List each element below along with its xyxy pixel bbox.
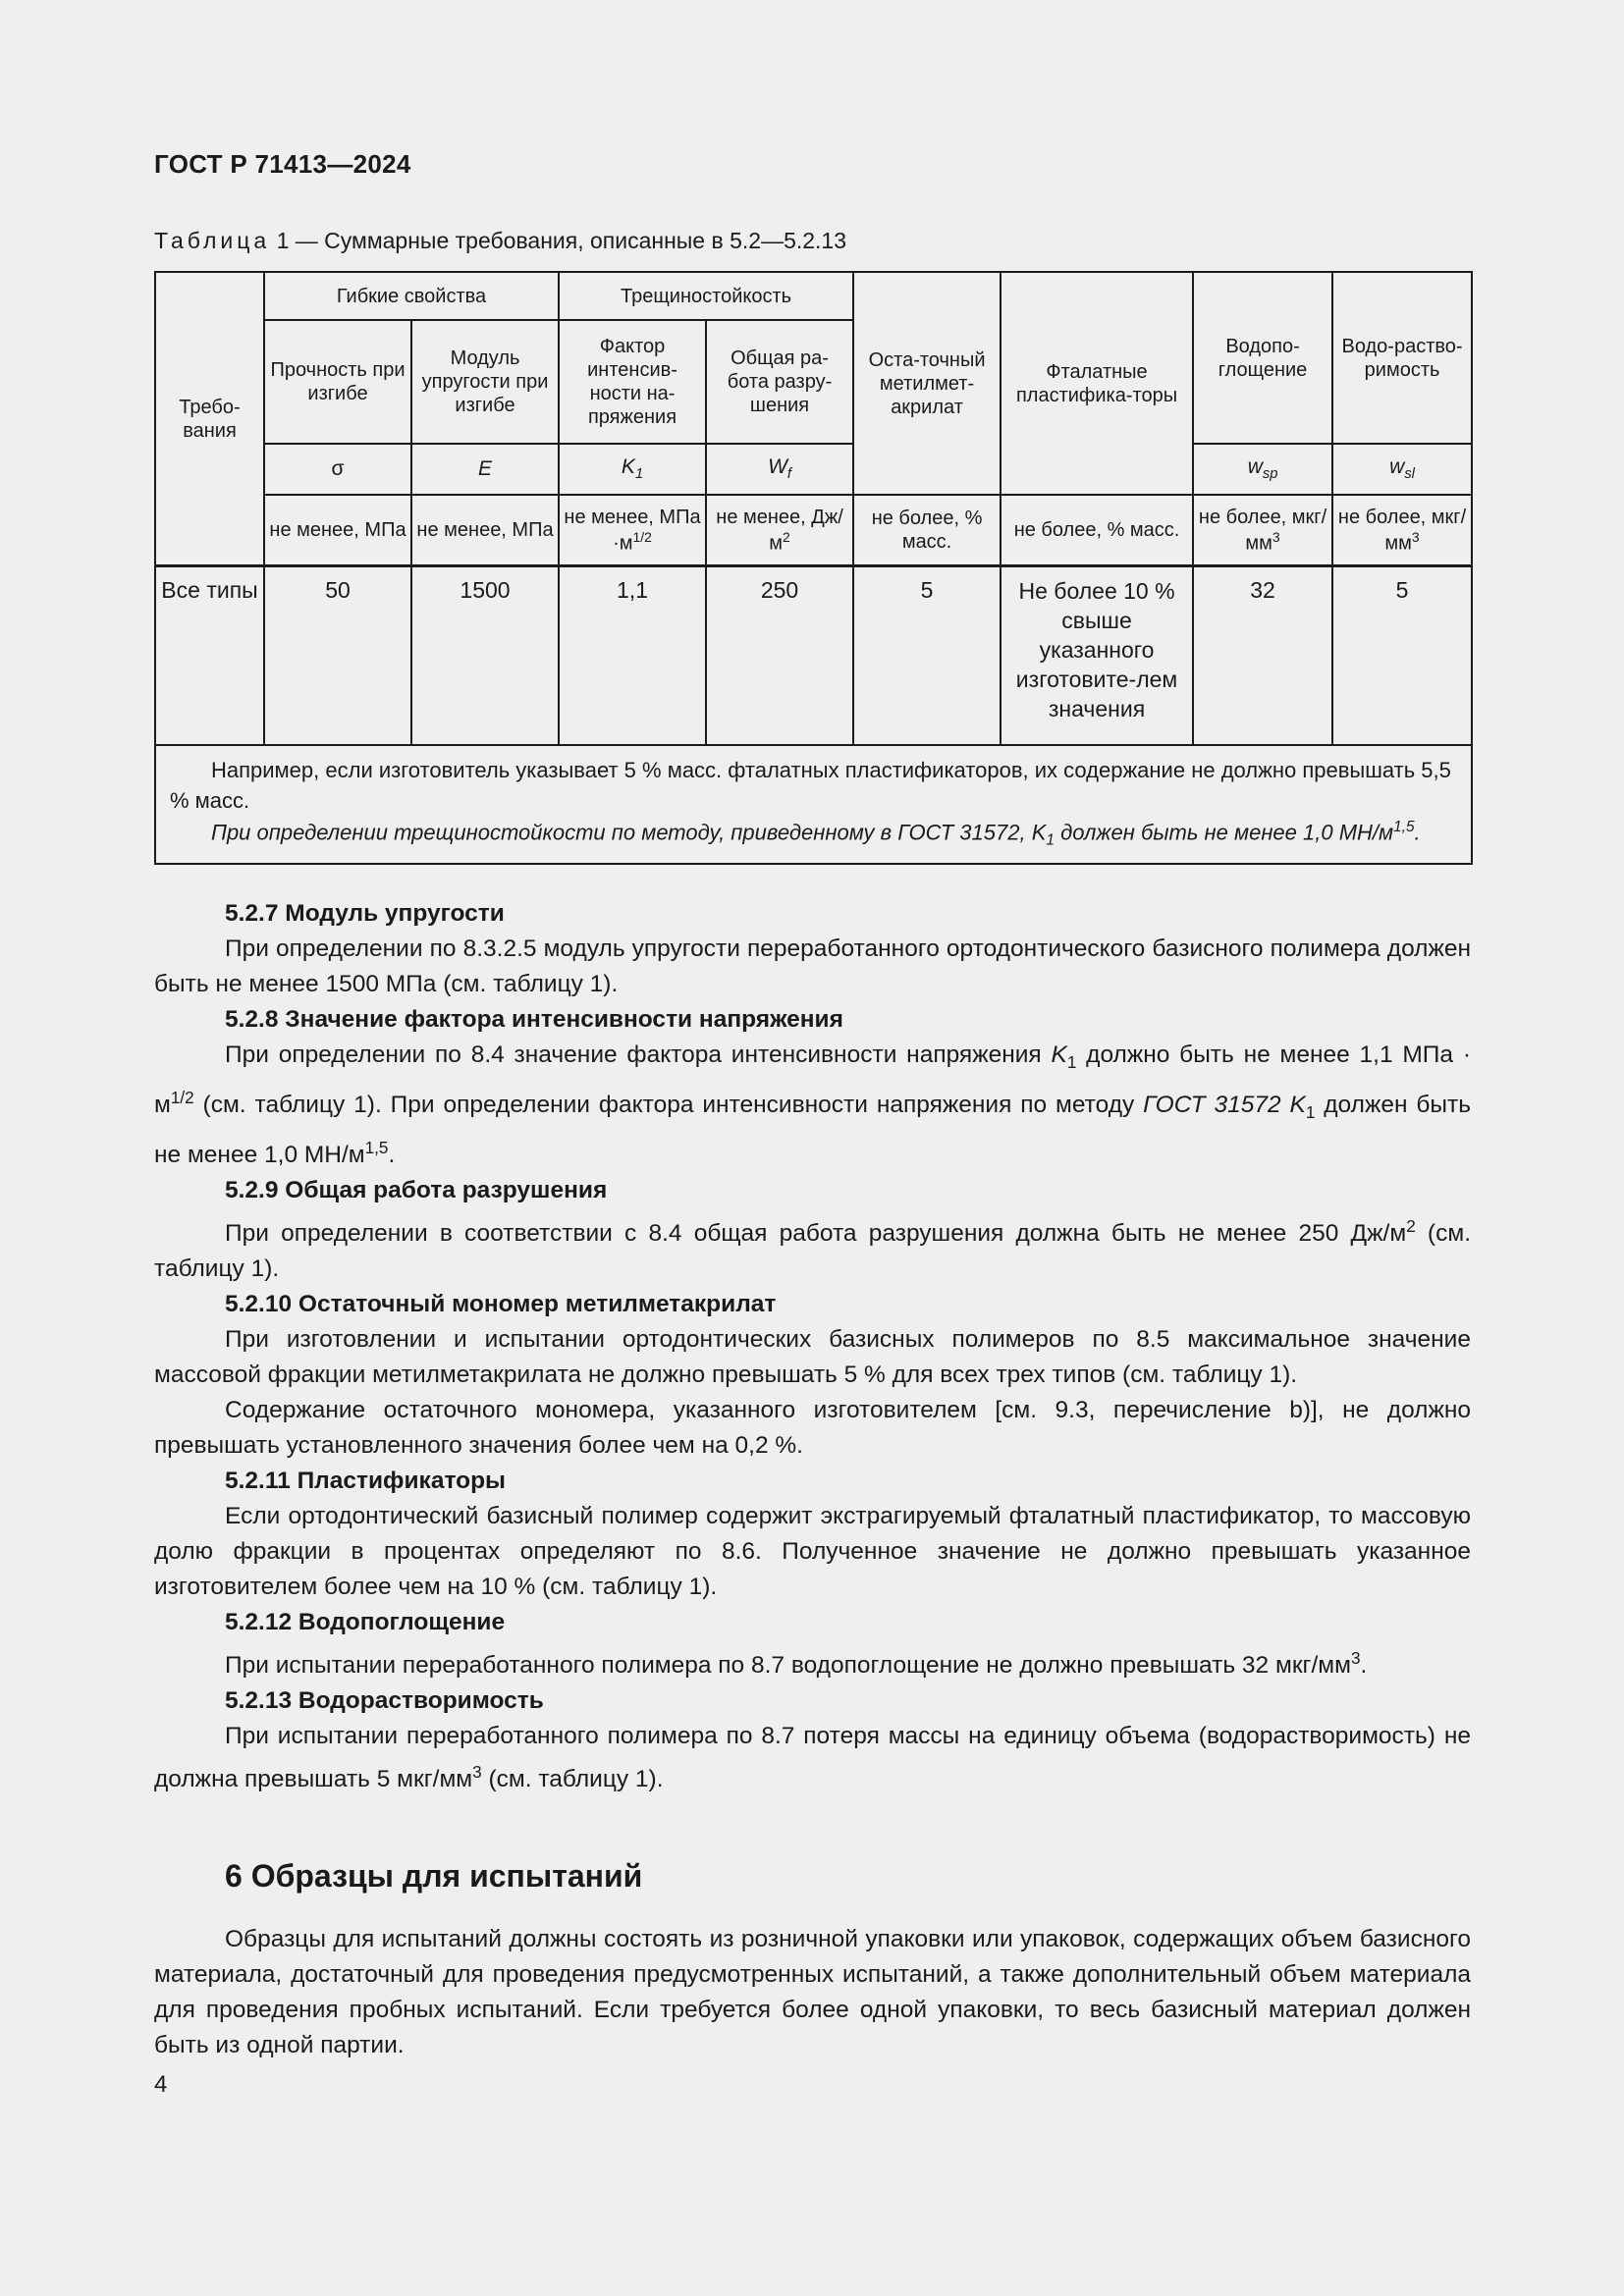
heading-5-2-9: 5.2.9 Общая работа разрушения bbox=[225, 1177, 608, 1204]
symbol-wf: $W_f$ bbox=[706, 444, 853, 495]
heading-5-2-11: 5.2.11 Пластификаторы bbox=[225, 1468, 506, 1495]
page-number: 4 bbox=[154, 2071, 168, 2098]
symbol-e: E bbox=[411, 444, 559, 495]
paragraph-5-2-8: При определении по 8.4 значение фактора интенсивности напряжения $K_1$ должно быть не менее 1,1 МПа · $м^{1/2}$ (см. таблицу 1). При определении фактора интенсивности напряжения по методу ГОСТ 31572 $K_1$ должен быть не менее 1,0 $МН/м^{1,5}$. bbox=[154, 1041, 1472, 1169]
symbol-wsl: $w_{sl}$ bbox=[1332, 444, 1472, 495]
table-note-2: При определении трещиностойкости по методу, приведенному в ГОСТ 31572, $K_1$ должен быть не менее 1,0 $МН/м^{1,5}$. bbox=[211, 818, 1421, 849]
header-water-absorption: Водопо-глощение bbox=[1193, 272, 1332, 444]
limit-8: не более, мкг/$мм^3$ bbox=[1332, 495, 1472, 566]
limit-4: не менее, $Дж/м^2$ bbox=[706, 495, 853, 566]
paragraph-5-2-11: Если ортодонтический базисный полимер содержит экстрагируемый фталатный пластификатор, то массовую долю фракции в процентах определяют по 8.6. Полученное значение не должно превышать указанное изготовителем более чем на 10 % (см. таблицу 1). bbox=[154, 1503, 1471, 1601]
limit-2: не менее, МПа bbox=[411, 495, 559, 566]
table-caption-text: 1 — Суммарные требования, описанные в 5.2—5.2.13 bbox=[270, 228, 847, 253]
cell-value: 50 bbox=[264, 566, 411, 746]
header-residual-mma: Оста-точный метилмет-акрилат bbox=[853, 272, 1001, 495]
section-6-body bbox=[154, 1922, 1471, 2063]
heading-5-2-12: 5.2.12 Водопоглощение bbox=[225, 1609, 506, 1636]
requirements-table bbox=[154, 271, 1473, 865]
cell-value: 1500 bbox=[411, 566, 559, 746]
paragraph-5-2-10-b: Содержание остаточного мономера, указанного изготовителем [см. 9.3, перечисление b)], не должно превышать установленного значения более чем на 0,2 %. bbox=[154, 1397, 1471, 1460]
header-fracture-work: Общая ра-бота разру-шения bbox=[706, 320, 853, 444]
heading-5-2-7: 5.2.7 Модуль упругости bbox=[225, 900, 505, 927]
header-requirements: Требо-вания bbox=[155, 272, 264, 566]
header-flex-strength: Прочность при изгибе bbox=[264, 320, 411, 444]
cell-value: 32 bbox=[1193, 566, 1332, 746]
document-code: ГОСТ Р 71413—2024 bbox=[154, 149, 411, 179]
table-note-1: Например, если изготовитель указывает 5 % масс. фталатных пластификаторов, их содержание не должно превышать 5,5 % масс. bbox=[170, 758, 1451, 813]
paragraph-5-2-12: При испытании переработанного полимера по 8.7 водопоглощение не должно превышать 32 мкг/$мм^3$. bbox=[225, 1648, 1368, 1680]
paragraph-5-2-13: При испытании переработанного полимера по 8.7 потеря массы на единицу объема (водорастворимость) не должна превышать 5 мкг/$мм^3$ (см. таблицу 1). bbox=[154, 1723, 1471, 1793]
header-phthalate: Фталатные пластифика-торы bbox=[1001, 272, 1193, 495]
cell-value: 5 bbox=[1332, 566, 1472, 746]
paragraph-5-2-9: При определении в соответствии с 8.4 общая работа разрушения должна быть не менее 250 $Дж/м^2$ (см. таблицу 1). bbox=[154, 1216, 1471, 1283]
section-6-title: 6 Образцы для испытаний bbox=[225, 1858, 643, 1894]
symbol-k1: $K_1$ bbox=[559, 444, 706, 495]
cell-value: 5 bbox=[853, 566, 1001, 746]
paragraph-5-2-10-a: При изготовлении и испытании ортодонтических базисных полимеров по 8.5 максимальное значение массовой фракции метилметакрилата не должно превышать 5 % для всех трех типов (см. таблицу 1). bbox=[154, 1326, 1471, 1389]
header-water-solubility: Водо-раство-римость bbox=[1332, 272, 1472, 444]
cell-value: Не более 10 % свыше указанного изготовите-лем значения bbox=[1001, 566, 1193, 746]
heading-5-2-13: 5.2.13 Водорастворимость bbox=[225, 1687, 544, 1715]
table-caption-word: Таблица bbox=[154, 228, 271, 253]
table-caption bbox=[154, 228, 846, 254]
limit-1: не менее, МПа bbox=[264, 495, 411, 566]
header-group-crack: Трещиностойкость bbox=[559, 272, 853, 320]
cell-value: 1,1 bbox=[559, 566, 706, 746]
heading-5-2-8: 5.2.8 Значение фактора интенсивности напряжения bbox=[225, 1006, 843, 1033]
header-group-flex: Гибкие свойства bbox=[264, 272, 559, 320]
row-label: Все типы bbox=[155, 566, 264, 746]
symbol-sigma: σ bbox=[264, 444, 411, 495]
table-row bbox=[155, 566, 1472, 746]
limit-7: не более, мкг/$мм^3$ bbox=[1193, 495, 1332, 566]
symbol-wsp: $w_{sp}$ bbox=[1193, 444, 1332, 495]
limit-6: не более, % масс. bbox=[1001, 495, 1193, 566]
paragraph-6: Образцы для испытаний должны состоять из розничной упаковки или упаковок, содержащих объем базисного материала, достаточный для проведения предусмотренных испытаний, а также дополнительный объем материала для проведения пробных испытаний. Если требуется более одной упаковки, то весь базисный материал должен быть из одной партии. bbox=[154, 1926, 1471, 2058]
cell-value: 250 bbox=[706, 566, 853, 746]
paragraph-5-2-7: При определении по 8.3.2.5 модуль упругости переработанного ортодонтического базисного полимера должен быть не менее 1500 МПа (см. таблицу 1). bbox=[154, 935, 1471, 997]
body-sections bbox=[154, 896, 1471, 1798]
limit-5: не более, % масс. bbox=[853, 495, 1001, 566]
header-flex-modulus: Модуль упругости при изгибе bbox=[411, 320, 559, 444]
limit-3: не менее, МПа $\cdot м^{1/2}$ bbox=[559, 495, 706, 566]
heading-5-2-10: 5.2.10 Остаточный мономер метилметакрилат bbox=[225, 1291, 777, 1318]
table-note bbox=[155, 745, 1472, 864]
header-stress-factor: Фактор интенсив-ности на-пряжения bbox=[559, 320, 706, 444]
